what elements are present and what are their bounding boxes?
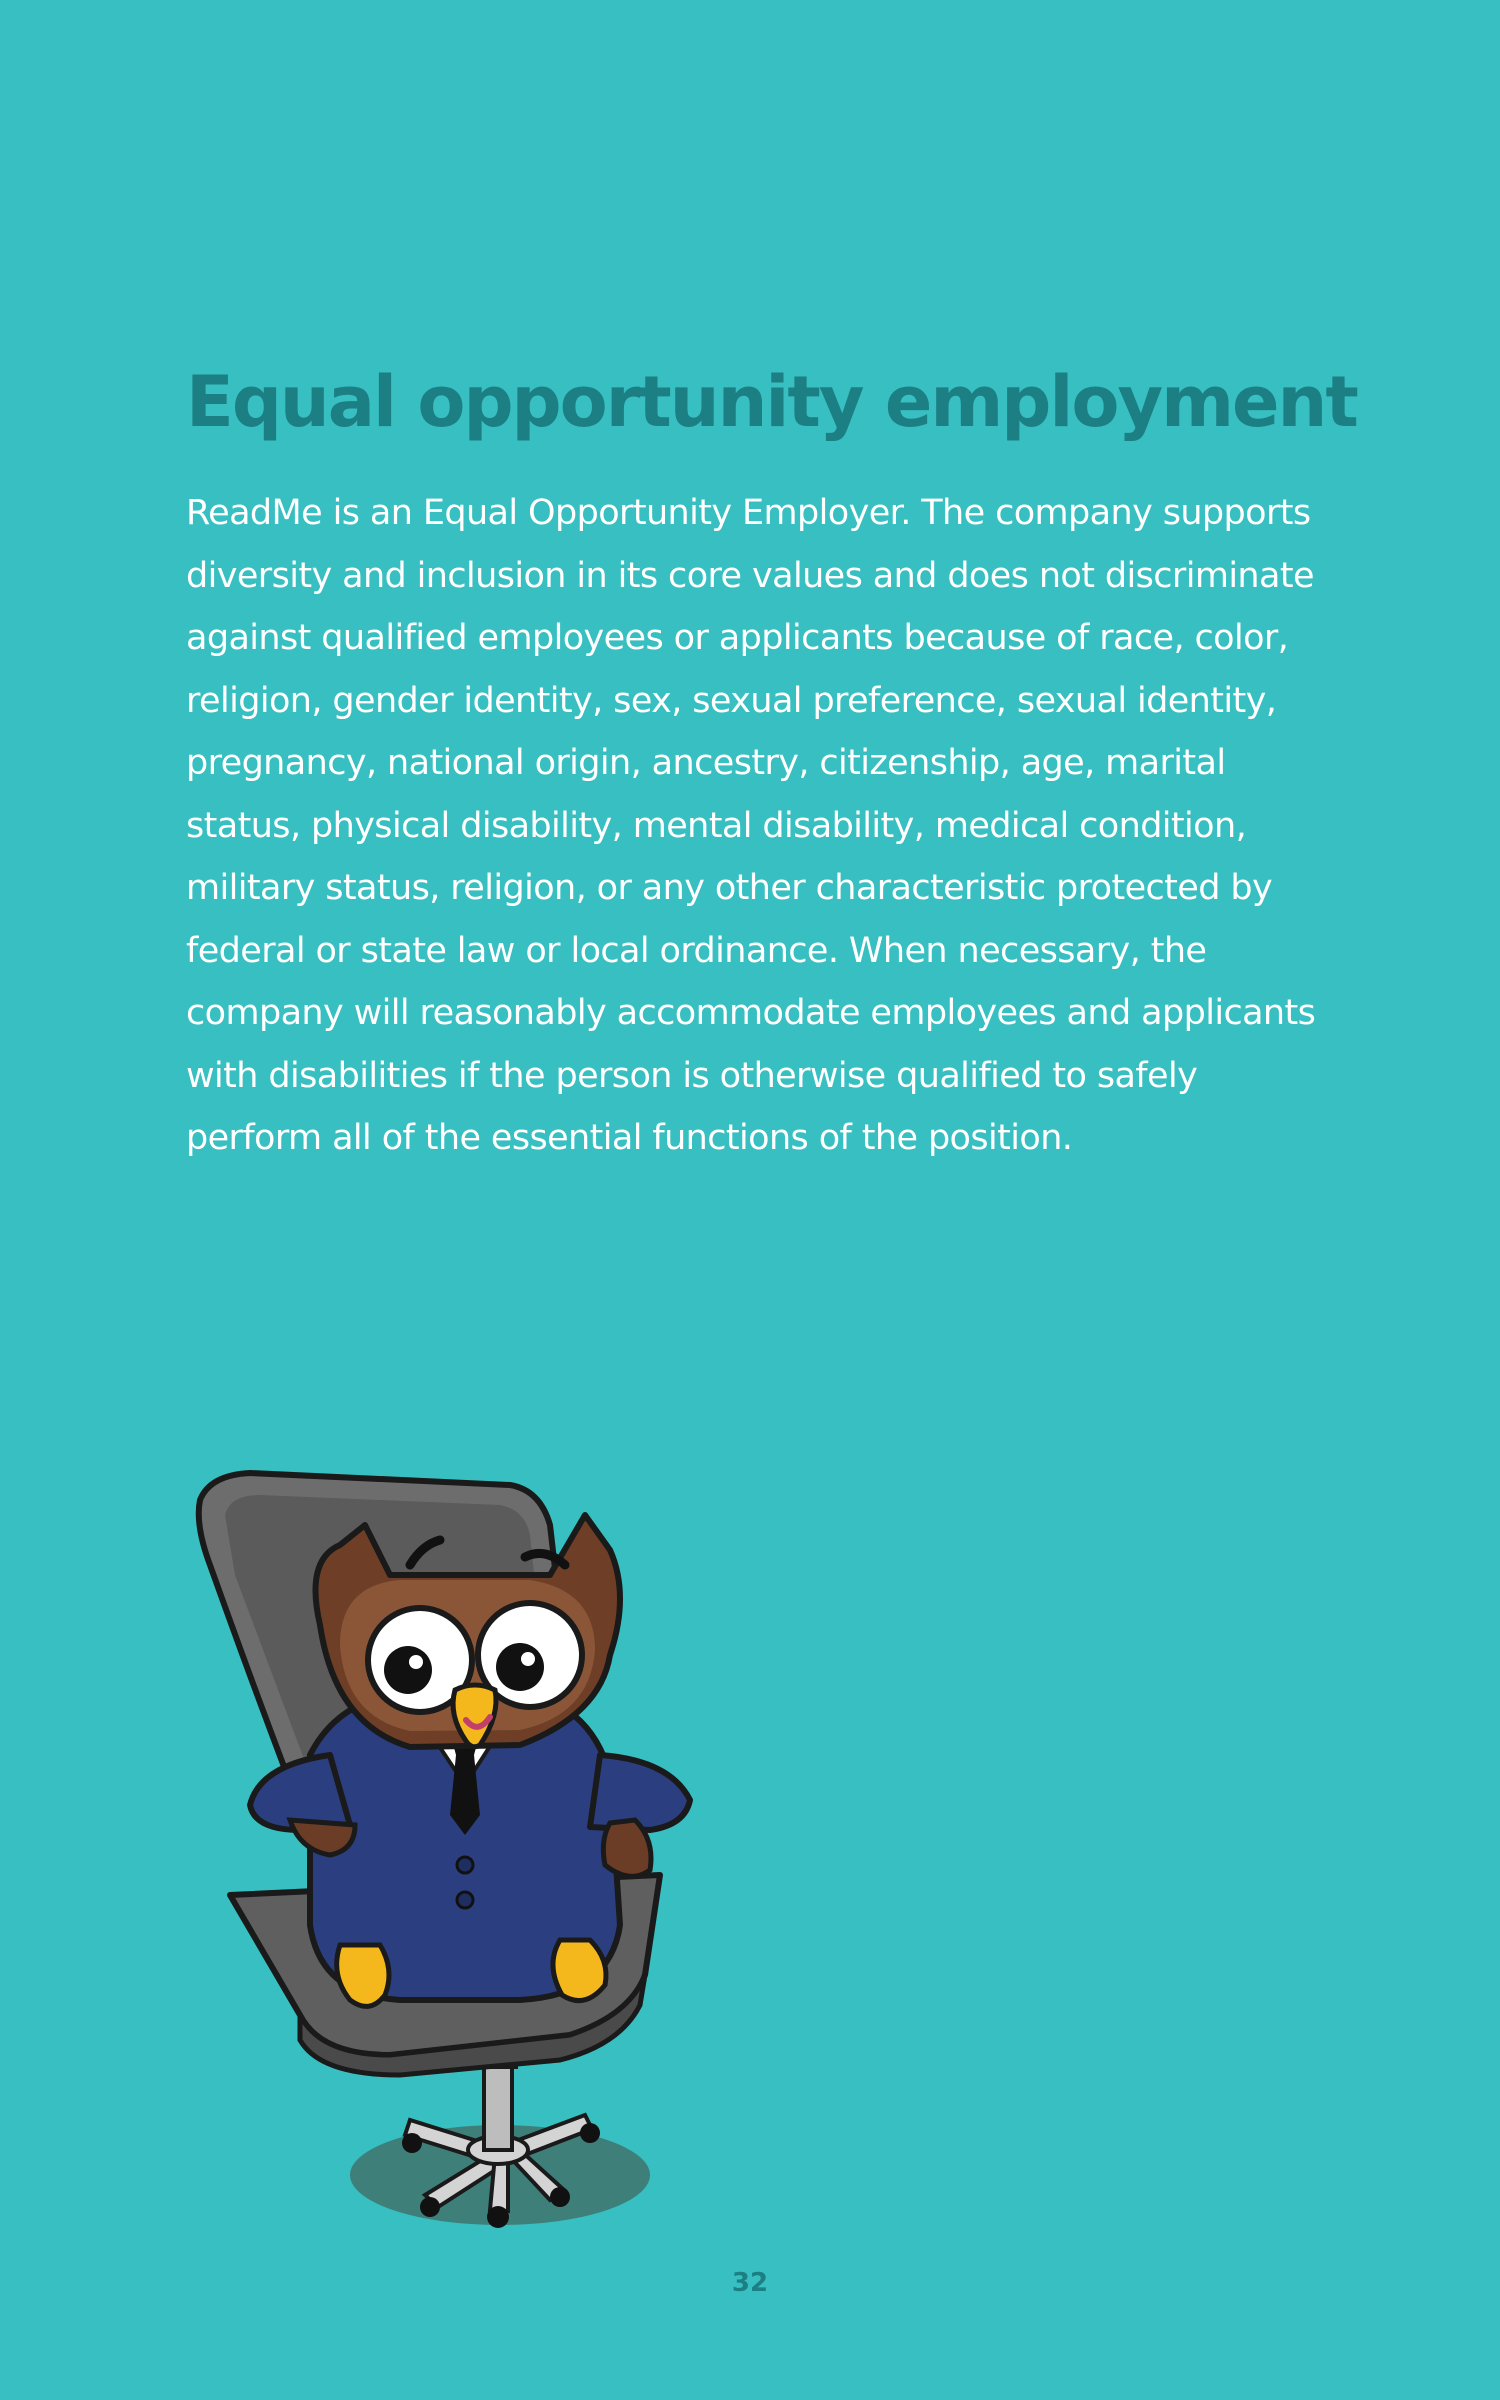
owl-in-office-chair-illustration xyxy=(190,1455,770,2255)
page-number: 32 xyxy=(731,2268,769,2298)
body-paragraph: ReadMe is an Equal Opportunity Employer. The company supports diversity and inclusion in its core values and does not discriminate against qualified employees or applicants because of race, color, religion, gender identity, sex, sexual preference, sexual identity, pregnancy, national origin, ancestry, citizenship, age, marital status, physical disability, mental disability, medical condition, military status, religion, or any other characteristic protected by federal or state law or local ordinance. When necessary, the company will reasonably accommodate employees and applicants with disabilities if the person is otherwise qualified to safely perform all of the essential functions of the position. xyxy=(186,493,1316,1158)
page-title: Equal opportunity employment xyxy=(186,361,1357,443)
